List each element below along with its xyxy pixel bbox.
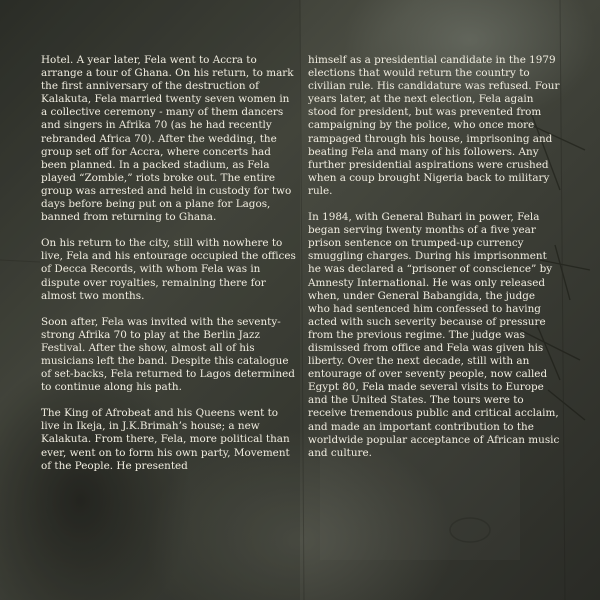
paragraph: On his return to the city, still with nowhere to live, Fela and his entourage occupied the offices of Decca Records, with whom Fela was in dispute over royalties, remaining there for almost two months. (41, 237, 296, 302)
paragraph: In 1984, with General Buhari in power, Fela began serving twenty months of a five year prison sentence on trumped-up currency smuggling charges. During his imprisonment he was declared a “prisoner of conscience” by Amnesty International. He was only released when, under General Babangida, the judge who had sentenced him confessed to having acted with such severity because of pressure from the previous regime. The judge was dismissed from office and Fela was given his liberty. Over the next decade, still with an entourage of over seventy people, now called Egypt 80, Fela made several visits to Europe and the United States. The tours were to receive tremendous public and critical acclaim, and made an important contribution to the worldwide popular acceptance of African music and culture. (308, 211, 560, 459)
text-column-left (41, 54, 297, 486)
paragraph: Soon after, Fela was invited with the seventy-strong Afrika 70 to play at the Berlin Jazz Festival. After the show, almost all of his musicians left the band. Despite this catalogue of set-backs, Fela returned to Lagos determined to continue along his path. (41, 315, 295, 394)
paragraph: The King of Afrobeat and his Queens went to live in Ikeja, in J.K.Brimah’s house; a new Kalakuta. From there, Fela, more political than ever, went on to form his own party, Movement of the People. He presented (41, 407, 290, 472)
paragraph: himself as a presidential candidate in the 1979 elections that would return the country to civilian rule. His candidature was refused. Four years later, at the next election, Fela again stood for president, but was prevented from campaigning by the police, who once more rampaged through his house, imprisoning and beating Fela and many of his followers. Any further presidential aspirations were crushed when a coup brought Nigeria back to military rule. (308, 54, 560, 197)
paragraph: Hotel. A year later, Fela went to Accra to arrange a tour of Ghana. On his return, to mark the first anniversary of the destruction of Kalakuta, Fela married twenty seven women in a collective ceremony - many of them dancers and singers in Afrika 70 (as he had recently rebranded Africa 70). After the wedding, the group set off for Accra, where concerts had been planned. In a packed stadium, as Fela played “Zombie,” riots broke out. The entire group was arrested and held in custody for two days before being put on a plane for Lagos, banned from returning to Ghana. (41, 54, 294, 224)
text-column-right (308, 54, 560, 473)
